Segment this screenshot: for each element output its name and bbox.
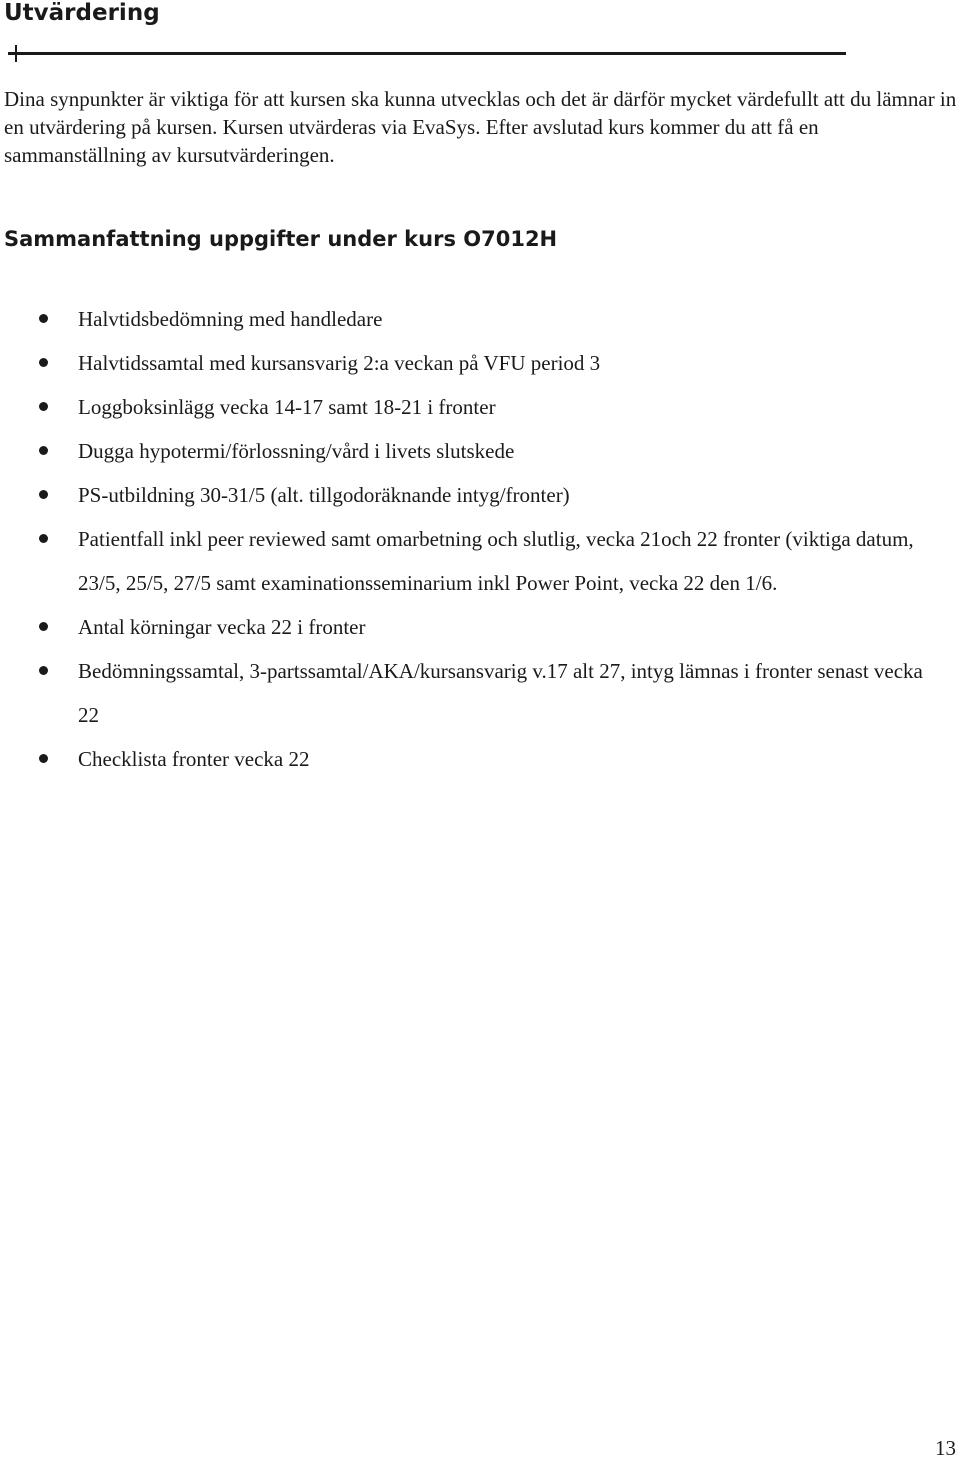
bullet-icon	[39, 666, 48, 675]
bullet-icon	[39, 314, 48, 323]
list-item	[0, 517, 960, 605]
task-list	[0, 297, 960, 781]
bullet-icon	[39, 490, 48, 499]
list-item-text: Halvtidsbedömning med handledare	[78, 307, 383, 331]
list-item	[0, 297, 960, 341]
bullet-icon	[39, 402, 48, 411]
bullet-icon	[39, 446, 48, 455]
bullet-icon	[39, 754, 48, 763]
list-item	[0, 341, 960, 385]
summary-heading: Sammanfattning uppgifter under kurs O7012H	[4, 227, 558, 251]
section-heading: Utvärdering	[4, 0, 160, 26]
heading-rule	[8, 52, 846, 55]
list-item-text: Dugga hypotermi/förlossning/vård i livets slutskede	[78, 439, 515, 463]
list-item-text: Bedömningssamtal, 3-partssamtal/AKA/kursansvarig v.17 alt 27, intyg lämnas i fronter senast vecka 22	[78, 659, 923, 727]
list-item	[0, 385, 960, 429]
bullet-icon	[39, 534, 48, 543]
list-item	[0, 473, 960, 517]
intro-paragraph: Dina synpunkter är viktiga för att kursen ska kunna utvecklas och det är därför mycket värdefullt att du lämnar in en utvärdering på kursen. Kursen utvärderas via EvaSys. Efter avslutad kurs kommer du att få en sammanställning av kursutvärderingen.	[4, 87, 957, 167]
bullet-icon	[39, 622, 48, 631]
list-item-text: Halvtidssamtal med kursansvarig 2:a veckan på VFU period 3	[78, 351, 601, 375]
list-item	[0, 649, 960, 737]
bullet-icon	[39, 358, 48, 367]
list-item-text: Checklista fronter vecka 22	[78, 747, 310, 771]
list-item	[0, 605, 960, 649]
page-number: 13	[935, 1436, 956, 1460]
list-item-text: PS-utbildning 30-31/5 (alt. tillgodoräknande intyg/fronter)	[78, 483, 570, 507]
list-item	[0, 737, 960, 781]
list-item-text: Loggboksinlägg vecka 14-17 samt 18-21 i fronter	[78, 395, 496, 419]
list-item	[0, 429, 960, 473]
list-item-text: Antal körningar vecka 22 i fronter	[78, 615, 366, 639]
list-item-text: Patientfall inkl peer reviewed samt omarbetning och slutlig, vecka 21och 22 fronter (viktiga datum, 23/5, 25/5, 27/5 samt examinationsseminarium inkl Power Point, vecka 22 den 1/6.	[78, 527, 914, 595]
